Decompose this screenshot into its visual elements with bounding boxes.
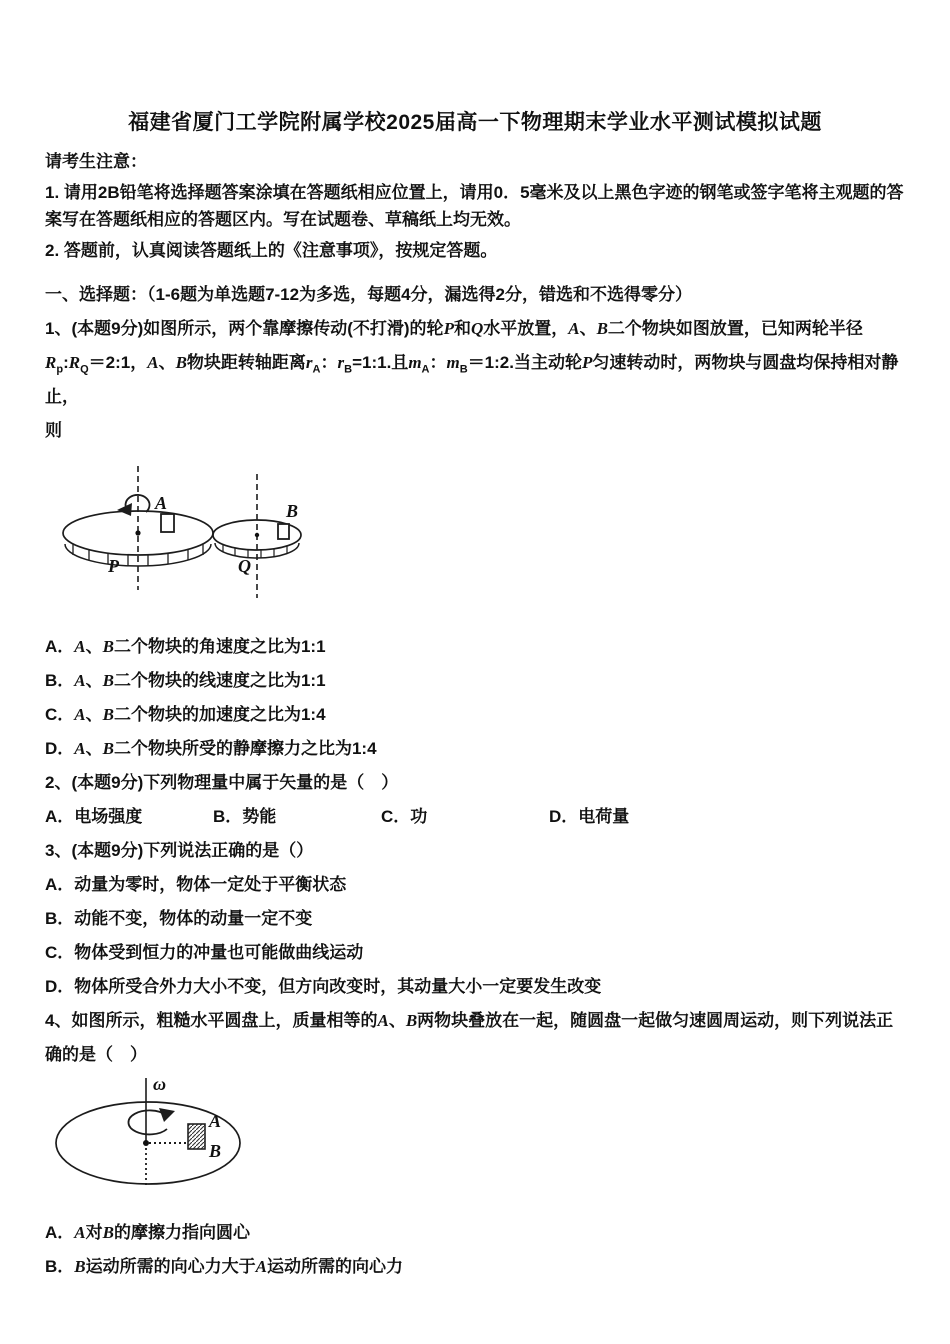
question-3-option-c: C．物体受到恒力的冲量也可能做曲线运动 xyxy=(45,943,364,962)
question-2-options xyxy=(45,800,905,834)
question-3-option-b: B．动能不变，物体的动量一定不变 xyxy=(45,909,313,928)
disk-q-label: Q xyxy=(238,556,251,576)
page-title: 福建省厦门工学院附属学校2025届高一下物理期末学业水平测试模拟试题 xyxy=(128,111,822,134)
question-1-text-line-3: 则 xyxy=(45,421,62,440)
notice-item-2: 2. 答题前，认真阅读答题纸上的《注意事项》，按规定答题。 xyxy=(45,241,498,260)
question-1-option-d: D．A、B二个物块所受的静摩擦力之比为1:4 xyxy=(45,739,377,758)
question-4-figure xyxy=(48,1074,905,1206)
notice-item-1: 1. 请用2B铅笔将选择题答案涂填在答题纸相应位置上，请用0．5毫米及以上黑色字迹的钢笔或签字笔将主观题的答案写在答题纸相应的答题区内。写在试题卷、草稿纸上均无效。 xyxy=(45,183,904,229)
disk-q-center-dot xyxy=(255,533,259,537)
wheels-figure xyxy=(53,460,373,612)
notice-heading: 请考生注意： xyxy=(45,152,147,171)
question-1-text-line-2: $R_p:R_Q=2:1$，A、B物块距转轴距离$r_A$：$r_B=1:1$.且$m_A$：$m_B=1:2$.当主动轮P匀速转动时，两物块与圆盘均保持相对静止， xyxy=(45,353,899,406)
question-2-option-b: B．势能 xyxy=(213,807,277,826)
question-4-text: 4、如图所示，粗糙水平圆盘上，质量相等的A、B两物块叠放在一起，随圆盘一起做匀速圆周运动，则下列说法正确的是（ ） xyxy=(45,1011,894,1064)
question-1-figure xyxy=(53,460,905,612)
question-1-options xyxy=(45,630,905,766)
block-a-label: A xyxy=(209,1111,222,1131)
question-2-option-d: D．电荷量 xyxy=(549,807,630,826)
exam-notice xyxy=(45,148,905,264)
block-b-label: B xyxy=(286,501,299,521)
section-1-heading: 一、选择题：（1-6题为单选题7-12为多选，每题4分，漏选得2分，错选和不选得零分） xyxy=(45,285,693,304)
question-4-option-b: B．B运动所需的向心力大于A运动所需的向心力 xyxy=(45,1257,403,1276)
block-b xyxy=(278,524,289,539)
block-a xyxy=(161,514,174,532)
disk-p-center-dot xyxy=(135,530,140,535)
rotation-arrow-icon xyxy=(128,1108,175,1134)
question-1-text-line-1: 1、(本题9分)如图所示，两个靠摩擦传动(不打滑)的轮P和Q水平放置，A、B二个物块如图放置，已知两轮半径 xyxy=(45,319,863,338)
omega-label: ω xyxy=(153,1074,167,1094)
question-2 xyxy=(45,766,905,834)
question-3-text: 3、(本题9分)下列说法正确的是（） xyxy=(45,841,314,860)
question-4 xyxy=(45,1004,905,1284)
stacked-blocks xyxy=(188,1124,205,1149)
turntable-center-dot xyxy=(143,1140,149,1146)
rotation-arrow-icon xyxy=(117,495,150,516)
disk-p-label: P xyxy=(108,556,119,576)
question-2-option-c: C．功 xyxy=(381,807,428,826)
question-3-option-a: A．动量为零时，物体一定处于平衡状态 xyxy=(45,875,347,894)
question-2-text: 2、(本题9分)下列物理量中属于矢量的是（ ） xyxy=(45,773,399,792)
question-1-option-a: A．A、B二个物块的角速度之比为1:1 xyxy=(45,637,326,656)
question-1 xyxy=(45,312,905,766)
turntable-figure xyxy=(48,1074,318,1206)
question-4-option-a: A．A对B的摩擦力指向圆心 xyxy=(45,1223,250,1242)
block-b-label: B xyxy=(209,1141,222,1161)
question-2-option-a: A．电场强度 xyxy=(45,807,143,826)
block-a-label: A xyxy=(155,493,168,513)
question-1-option-c: C．A、B二个物块的加速度之比为1:4 xyxy=(45,705,326,724)
question-1-option-b: B．A、B二个物块的线速度之比为1:1 xyxy=(45,671,326,690)
question-3-option-d: D．物体所受合外力大小不变，但方向改变时，其动量大小一定要发生改变 xyxy=(45,977,602,996)
question-3 xyxy=(45,834,905,1004)
